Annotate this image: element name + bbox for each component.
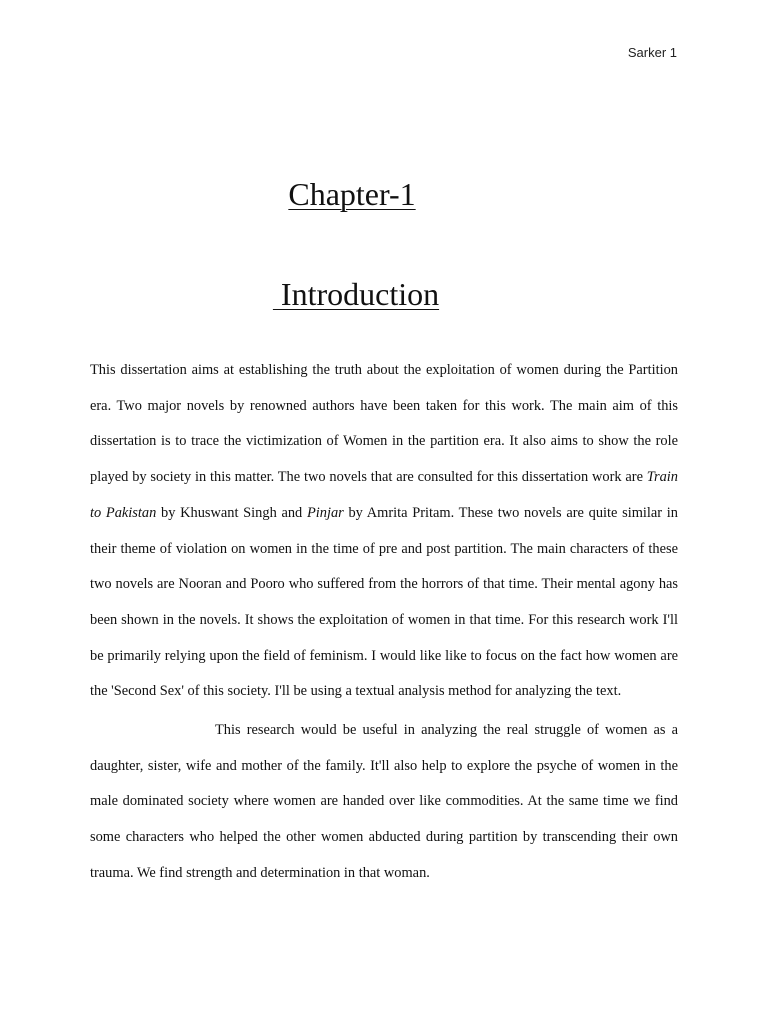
paragraph-1-part-3: by Amrita Pritam. These two novels are quite similar in their theme of violation on women in the time of pre and post partition. The main characters of these two novels are Nooran and Pooro who suffered from the horrors of that time. Their mental agony has been shown in the novels. It shows the exploitation of women in that time. For this research work I'll be primarily relying upon the field of feminism. I would like like to focus on the fact how women are the 'Second Sex' of this society. I'll be using a textual analysis method for analyzing the text. [90, 504, 678, 700]
paragraph-1-part-1: This dissertation aims at establishing the truth about the exploitation of women during the Partition era. Two major novels by renowned authors have been taken for this work. The main aim of this dissertation is to trace the victimization of Women in the partition era. It also aims to show the role played by society in this matter. The two novels that are consulted for this dissertation work are [90, 362, 678, 486]
paragraph-1-part-2: by Khuswant Singh and [156, 504, 307, 521]
section-title: Introduction [272, 276, 440, 312]
paragraph-2: This research would be useful in analyzing the real struggle of women as a daughter, sister, wife and mother of the family. It'll also help to explore the psyche of women in the male dominated society where women are handed over like commodities. At the same time we find some characters who helped the other women abducted during partition by transcending their own trauma. We find strength and determination in that woman. [90, 722, 678, 881]
novel-title-train-to-pakistan: Train to Pakistan [90, 469, 678, 521]
running-head: Sarker 1 [627, 45, 677, 60]
novel-title-pinjar: Pinjar [306, 504, 344, 521]
body-text [90, 353, 678, 892]
chapter-title: Chapter-1 [288, 176, 416, 212]
paragraph-1 [90, 353, 678, 710]
